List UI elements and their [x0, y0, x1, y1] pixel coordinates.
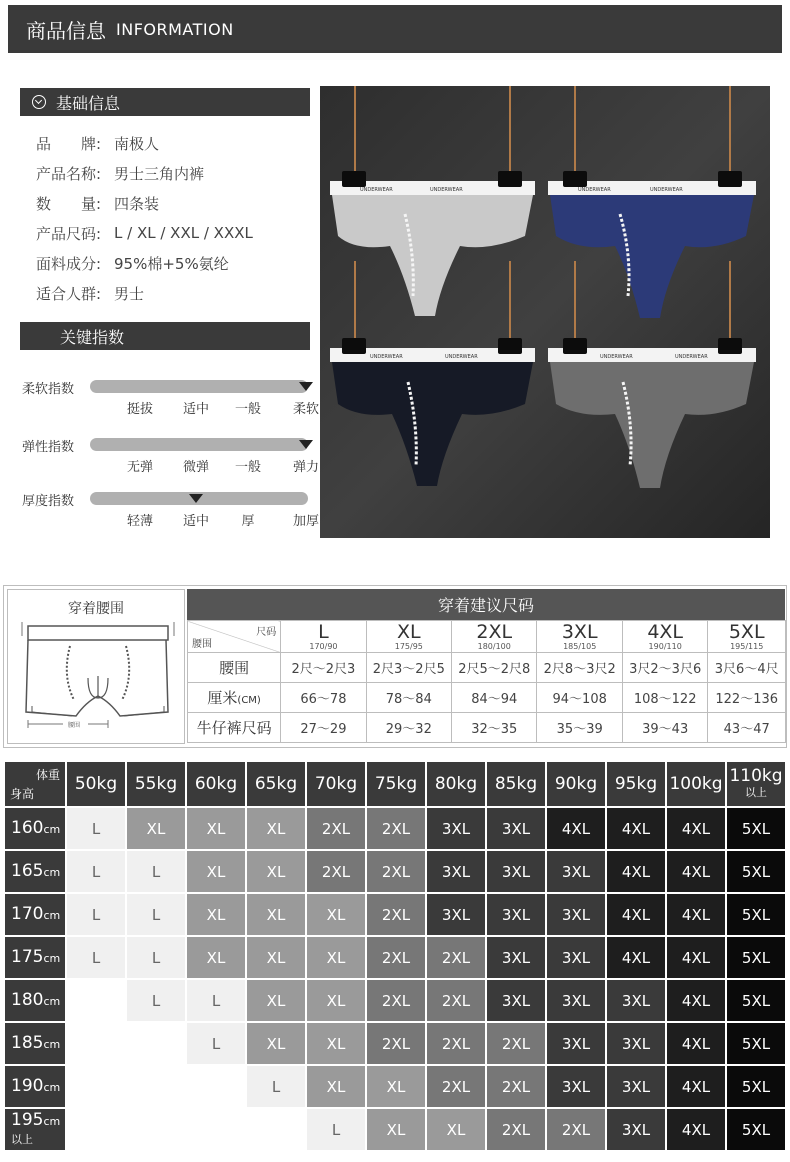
metric-label: 柔软指数: [22, 382, 75, 397]
weight-header: [306, 761, 366, 807]
weight-sub: 以上: [745, 785, 767, 799]
metric-scale-label: 挺拔: [126, 402, 154, 417]
hw-size-cell: 3XL: [546, 893, 606, 936]
info-row: [36, 248, 253, 278]
hw-size-cell: L: [306, 1108, 366, 1151]
info-key: 适合人群:: [36, 284, 102, 303]
metric-scale-label: 适中: [182, 402, 210, 417]
hw-size-cell: 3XL: [606, 1108, 666, 1151]
hw-size-cell: 5XL: [726, 979, 786, 1022]
hw-size-cell: L: [186, 979, 246, 1022]
hw-corner-weight: 体重: [35, 768, 60, 782]
hw-size-cell: 2XL: [306, 807, 366, 850]
weight-header: [66, 761, 126, 807]
hw-size-cell: XL: [246, 1022, 306, 1065]
weight-header: [426, 761, 486, 807]
height-header: [4, 979, 66, 1022]
hw-size-cell: 2XL: [426, 1022, 486, 1065]
chevron-circle-icon: [32, 95, 46, 109]
hw-size-cell: 4XL: [666, 1022, 726, 1065]
size-grid: [187, 620, 786, 743]
info-value: 95%棉+5%氨纶: [114, 254, 229, 273]
hw-size-cell: 2XL: [426, 1065, 486, 1108]
hw-size-cell: 4XL: [666, 1108, 726, 1151]
hw-size-cell: 3XL: [606, 1022, 666, 1065]
size-header: [366, 621, 451, 653]
size-cell: 27～29: [281, 713, 366, 743]
weight-header: [546, 761, 606, 807]
waist-caption: 腰围: [68, 722, 81, 729]
hw-size-cell: XL: [246, 936, 306, 979]
info-key: 产品名称:: [36, 164, 102, 183]
hw-size-cell: [246, 1108, 306, 1151]
hw-size-cell: 2XL: [486, 1022, 546, 1065]
info-row: [36, 158, 253, 188]
size-cell: 35～39: [537, 713, 622, 743]
size-cell: 32～35: [452, 713, 537, 743]
weight-value: 100kg: [669, 773, 723, 794]
band-text: UNDERWEAR: [370, 354, 403, 360]
hw-size-cell: 3XL: [486, 893, 546, 936]
size-cell: 43～47: [708, 713, 786, 743]
metric-track: [90, 380, 308, 393]
hw-size-cell: XL: [126, 807, 186, 850]
weight-header: [726, 761, 786, 807]
info-value: L / XL / XXL / XXXL: [114, 224, 253, 242]
size-cell: 108～122: [622, 683, 707, 713]
size-grid-corner: [188, 621, 281, 653]
height-header: [4, 807, 66, 850]
height-unit: cm: [43, 865, 61, 879]
metric-marker-icon: [299, 440, 313, 449]
hw-size-cell: XL: [306, 1022, 366, 1065]
hw-size-cell: L: [186, 1022, 246, 1065]
metric-label: 弹性指数: [22, 440, 75, 455]
hw-size-cell: 3XL: [486, 979, 546, 1022]
band-text: UNDERWEAR: [600, 354, 633, 360]
size-cell: 84～94: [452, 683, 537, 713]
size-name: L: [318, 620, 329, 643]
hw-size-cell: 4XL: [606, 807, 666, 850]
metric-scale-label: 一般: [234, 402, 262, 417]
hw-size-cell: L: [66, 807, 126, 850]
info-row: [36, 218, 253, 248]
height-value: 185: [11, 1032, 44, 1053]
size-name: 2XL: [476, 620, 513, 643]
metric-scale-label: 无弹: [126, 460, 154, 475]
band-text: UNDERWEAR: [430, 187, 463, 193]
hw-size-cell: XL: [366, 1065, 426, 1108]
weight-header: [186, 761, 246, 807]
size-name: 4XL: [647, 620, 684, 643]
metric-scale-label: 适中: [182, 514, 210, 529]
waist-illustration: [7, 589, 185, 744]
height-header: [4, 1022, 66, 1065]
hw-size-cell: L: [246, 1065, 306, 1108]
size-cell: 3尺6～4尺: [708, 653, 786, 683]
hw-size-cell: L: [126, 936, 186, 979]
info-value: 四条装: [114, 194, 160, 213]
hw-size-cell: L: [66, 893, 126, 936]
hw-size-cell: 2XL: [366, 893, 426, 936]
height-header: [4, 1065, 66, 1108]
band-text: UNDERWEAR: [578, 187, 611, 193]
hw-size-cell: 4XL: [666, 850, 726, 893]
header-title-en: INFORMATION: [116, 19, 234, 39]
key-index-title: 关键指数: [60, 327, 125, 347]
height-header: [4, 893, 66, 936]
hw-size-cell: [186, 1065, 246, 1108]
key-index-bar: [20, 322, 310, 350]
metric-scale-label: 弹力: [292, 460, 320, 475]
product-photo: [320, 86, 770, 538]
size-cell: 29～32: [366, 713, 451, 743]
hw-size-cell: XL: [186, 936, 246, 979]
hw-size-cell: [126, 1108, 186, 1151]
info-row: [36, 128, 253, 158]
hw-size-cell: L: [126, 979, 186, 1022]
hw-size-cell: 2XL: [366, 936, 426, 979]
hw-size-cell: [126, 1065, 186, 1108]
size-row-label: [188, 683, 281, 713]
size-cell: 66～78: [281, 683, 366, 713]
height-header: [4, 936, 66, 979]
hw-size-cell: L: [66, 850, 126, 893]
hw-size-cell: 2XL: [546, 1108, 606, 1151]
hw-size-cell: 4XL: [606, 893, 666, 936]
hw-size-cell: 5XL: [726, 850, 786, 893]
weight-value: 75kg: [374, 773, 418, 794]
hw-size-cell: [126, 1022, 186, 1065]
hw-size-cell: 4XL: [666, 979, 726, 1022]
metric-scale-label: 一般: [234, 460, 262, 475]
hw-size-cell: [66, 1108, 126, 1151]
size-row-label: [188, 653, 281, 683]
metric-scale-label: 加厚: [292, 514, 320, 529]
recommended-size-title: 穿着建议尺码: [187, 589, 785, 620]
size-cell: 2尺3～2尺5: [366, 653, 451, 683]
hw-size-cell: XL: [246, 893, 306, 936]
info-row: [36, 278, 253, 308]
weight-value: 90kg: [554, 773, 598, 794]
hw-size-cell: 3XL: [546, 936, 606, 979]
hw-size-cell: 5XL: [726, 893, 786, 936]
hw-size-cell: 5XL: [726, 936, 786, 979]
weight-header: [246, 761, 306, 807]
height-header: [4, 1108, 66, 1151]
weight-value: 65kg: [254, 773, 298, 794]
metric-label: 厚度指数: [22, 494, 75, 509]
height-value: 165: [11, 860, 44, 881]
info-key: 数 量:: [36, 194, 102, 213]
row-label-text: 腰围: [219, 659, 250, 677]
info-key: 面料成分:: [36, 254, 102, 273]
info-value: 男士三角内裤: [114, 164, 205, 183]
size-cell: 78～84: [366, 683, 451, 713]
metric-marker-icon: [299, 382, 313, 391]
size-header: [452, 621, 537, 653]
height-unit: cm: [43, 822, 61, 836]
hw-size-cell: XL: [366, 1108, 426, 1151]
height-header: [4, 850, 66, 893]
weight-header: [126, 761, 186, 807]
hw-size-cell: XL: [306, 893, 366, 936]
hw-size-cell: XL: [306, 1065, 366, 1108]
hw-size-cell: XL: [426, 1108, 486, 1151]
hw-size-cell: 3XL: [606, 979, 666, 1022]
info-row: [36, 188, 253, 218]
height-weight-table: [3, 760, 787, 1152]
size-cell: 39～43: [622, 713, 707, 743]
height-sub: 以上: [11, 1132, 33, 1146]
weight-value: 50kg: [74, 773, 118, 794]
info-value: 男士: [114, 284, 145, 303]
metric-scale-label: 微弹: [182, 460, 210, 475]
size-sub: 170/90: [309, 641, 338, 651]
size-recommendation-table: [3, 585, 787, 748]
hw-size-cell: 3XL: [546, 1022, 606, 1065]
hw-size-cell: [66, 1065, 126, 1108]
metric-scale-label: 厚: [241, 514, 255, 529]
hw-size-cell: 5XL: [726, 807, 786, 850]
hw-size-cell: 3XL: [426, 850, 486, 893]
hw-size-cell: [186, 1108, 246, 1151]
height-value: 170: [11, 903, 44, 924]
size-row-label: [188, 713, 281, 743]
hw-size-cell: 5XL: [726, 1108, 786, 1151]
waist-illustration-title: 穿着腰围: [68, 601, 124, 617]
height-unit: cm: [43, 951, 61, 965]
hw-size-cell: 4XL: [606, 936, 666, 979]
hw-size-cell: 4XL: [606, 850, 666, 893]
hw-size-cell: 4XL: [666, 893, 726, 936]
size-sub: 195/115: [730, 641, 764, 651]
hw-size-cell: 2XL: [426, 936, 486, 979]
metric-scale-label: 轻薄: [126, 514, 154, 529]
size-header: [537, 621, 622, 653]
metric-track: [90, 438, 308, 451]
hw-size-cell: 3XL: [486, 850, 546, 893]
size-name: 3XL: [561, 620, 598, 643]
weight-header: [666, 761, 726, 807]
height-unit: cm: [43, 1114, 61, 1128]
corner-size-label: 尺码: [256, 627, 277, 638]
hw-size-cell: [66, 979, 126, 1022]
row-label-unit: (CM): [237, 695, 261, 706]
weight-value: 85kg: [494, 773, 538, 794]
hw-size-cell: 4XL: [546, 807, 606, 850]
size-header: [708, 621, 786, 653]
hw-size-cell: XL: [246, 979, 306, 1022]
size-sub: 175/95: [394, 641, 423, 651]
metric-scale-label: 柔软: [292, 402, 320, 417]
basic-info-bar: [20, 88, 310, 116]
hw-size-cell: 3XL: [426, 893, 486, 936]
hw-size-cell: XL: [306, 979, 366, 1022]
hw-size-cell: 2XL: [366, 807, 426, 850]
corner-waist-label: 腰围: [192, 639, 212, 650]
height-value: 160: [11, 817, 44, 838]
height-unit: cm: [43, 1037, 61, 1051]
hw-size-cell: 2XL: [306, 850, 366, 893]
hw-size-cell: XL: [186, 807, 246, 850]
size-cell: 2尺5～2尺8: [452, 653, 537, 683]
hw-size-cell: XL: [186, 850, 246, 893]
hw-corner-height: 身高: [10, 787, 35, 801]
info-key: 品 牌:: [36, 134, 102, 153]
hw-size-cell: L: [66, 936, 126, 979]
band-text: UNDERWEAR: [360, 187, 393, 193]
hw-size-cell: 3XL: [486, 936, 546, 979]
size-cell: 2尺8～3尺2: [537, 653, 622, 683]
hw-size-cell: 3XL: [546, 979, 606, 1022]
height-unit: cm: [43, 908, 61, 922]
height-unit: cm: [43, 994, 61, 1008]
weight-value: 60kg: [194, 773, 238, 794]
weight-value: 110kg: [729, 765, 783, 786]
hw-size-cell: [66, 1022, 126, 1065]
weight-header: [486, 761, 546, 807]
size-cell: 94～108: [537, 683, 622, 713]
height-value: 180: [11, 989, 44, 1010]
height-value: 175: [11, 946, 44, 967]
size-sub: 185/105: [563, 641, 597, 651]
hw-size-cell: 5XL: [726, 1065, 786, 1108]
size-name: 5XL: [728, 620, 765, 643]
boxer-outline-icon: [8, 616, 184, 746]
height-value: 195: [11, 1109, 44, 1130]
size-header: [281, 621, 366, 653]
row-label-text: 牛仔裤尺码: [196, 719, 272, 737]
hw-size-cell: 2XL: [486, 1108, 546, 1151]
hw-size-cell: 2XL: [366, 850, 426, 893]
hw-size-cell: XL: [306, 936, 366, 979]
basic-info-list: [36, 128, 253, 308]
band-text: UNDERWEAR: [650, 187, 683, 193]
header-title-cn: 商品信息: [26, 18, 106, 43]
hw-size-cell: 3XL: [486, 807, 546, 850]
size-name: XL: [397, 620, 421, 643]
basic-info-title: 基础信息: [56, 93, 121, 113]
weight-value: 70kg: [314, 773, 358, 794]
row-label-text: 厘米: [207, 689, 238, 707]
weight-header: [606, 761, 666, 807]
hw-size-cell: 2XL: [366, 1022, 426, 1065]
height-value: 190: [11, 1075, 44, 1096]
size-sub: 180/100: [477, 641, 511, 651]
header-bar: [8, 5, 782, 53]
size-cell: 3尺2～3尺6: [622, 653, 707, 683]
size-cell: 2尺～2尺3: [281, 653, 366, 683]
hw-size-cell: 3XL: [546, 1065, 606, 1108]
band-text: UNDERWEAR: [445, 354, 478, 360]
size-sub: 190/110: [648, 641, 682, 651]
hw-size-cell: 2XL: [486, 1065, 546, 1108]
band-text: UNDERWEAR: [675, 354, 708, 360]
hw-size-cell: 2XL: [366, 979, 426, 1022]
weight-value: 95kg: [614, 773, 658, 794]
hw-size-cell: 2XL: [426, 979, 486, 1022]
hw-size-cell: 4XL: [666, 1065, 726, 1108]
weight-value: 55kg: [134, 773, 178, 794]
weight-value: 80kg: [434, 773, 478, 794]
hw-size-cell: 3XL: [546, 850, 606, 893]
hw-corner: [4, 761, 66, 807]
hw-size-cell: L: [126, 893, 186, 936]
hw-size-cell: 3XL: [606, 1065, 666, 1108]
hw-size-cell: 3XL: [426, 807, 486, 850]
weight-header: [366, 761, 426, 807]
hw-size-cell: XL: [186, 893, 246, 936]
hw-size-cell: 4XL: [666, 807, 726, 850]
size-header: [622, 621, 707, 653]
info-key: 产品尺码:: [36, 224, 102, 243]
hw-size-cell: XL: [246, 807, 306, 850]
size-cell: 122～136: [708, 683, 786, 713]
info-value: 南极人: [114, 134, 160, 153]
height-unit: cm: [43, 1080, 61, 1094]
metric-marker-icon: [189, 494, 203, 503]
underwear-photo-illustration: [320, 86, 770, 538]
hw-size-cell: 5XL: [726, 1022, 786, 1065]
hw-size-cell: XL: [246, 850, 306, 893]
hw-size-cell: L: [126, 850, 186, 893]
hw-size-cell: 4XL: [666, 936, 726, 979]
